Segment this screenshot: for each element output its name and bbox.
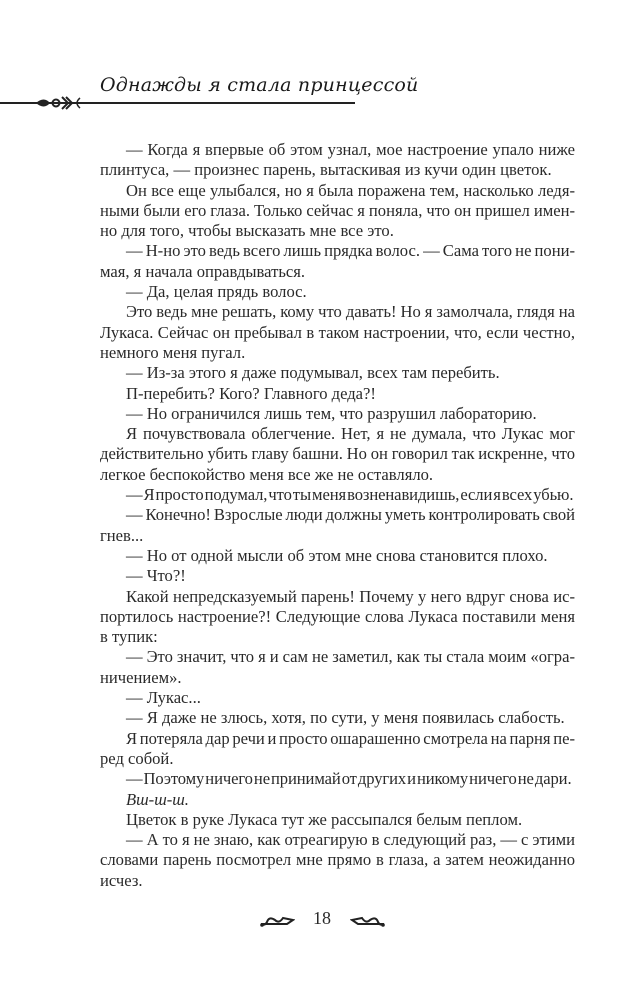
paragraph: [100, 404, 575, 424]
text-line: гнев...: [100, 525, 144, 545]
running-header: [0, 52, 419, 112]
text-line: — Лукас...: [126, 688, 201, 708]
paragraph: [100, 302, 575, 363]
text-line: — Из-за этого я даже подумывал, всех там перебить.: [126, 363, 500, 383]
paragraph: [100, 587, 575, 648]
text-line: — Я просто подумал, что ты меня возненавидишь, если я всех убью.: [126, 485, 574, 505]
text-line: Цветок в руке Лукаса тут же рассыпался белым пеплом.: [126, 809, 523, 829]
text-line: ред собой.: [100, 748, 174, 768]
text-line: Лукаса. Сейчас он пребывал в таком настроении, что, если честно,: [100, 322, 575, 342]
text-line: в тупик:: [100, 627, 158, 647]
text-line: — Но ограничился лишь тем, что разрушил лабораторию.: [126, 403, 537, 423]
right-flourish-icon: [350, 912, 386, 928]
text-line: действительно убить главу башни. Но он говорил так искренне, что: [100, 444, 575, 464]
text-line: Какой непредсказуемый парень! Почему у него вдруг снова ис-: [126, 586, 575, 606]
text-line: — Конечно! Взрослые люди должны уметь контролировать свой: [126, 505, 575, 525]
text-line: словами парень посмотрел мне прямо в глаза, а затем неожиданно: [100, 850, 575, 870]
paragraph: [100, 485, 575, 505]
text-line: П-перебить? Кого? Главного деда?!: [126, 383, 376, 403]
text-line: — Н-но это ведь всего лишь прядка волос. — Сама того не пони-: [126, 241, 575, 261]
paragraph: [100, 424, 575, 485]
text-line: Вш-ш-ш.: [126, 789, 189, 809]
text-line: — А то я не знаю, как отреагирую в следующий раз, — с этими: [126, 830, 575, 850]
text-line: Это ведь мне решать, кому что давать! Но я замолчала, глядя на: [126, 302, 575, 322]
left-flourish-icon: [259, 912, 295, 928]
paragraph: [100, 566, 575, 586]
running-title: Однажды я стала принцессой: [100, 74, 419, 96]
text-line: немного меня пугал.: [100, 342, 246, 362]
text-line: легкое беспокойство меня все же не оставляло.: [100, 464, 434, 484]
paragraph: [100, 140, 575, 181]
text-line: ными были его глаза. Только сейчас я поняла, что он пришел имен-: [100, 200, 575, 220]
page-number: 18: [313, 908, 331, 928]
page-footer: [0, 908, 644, 929]
text-line: — Что?!: [126, 566, 186, 586]
paragraph: [100, 708, 575, 728]
paragraph: [100, 384, 575, 404]
text-line: — Я даже не злюсь, хотя, по сути, у меня появилась слабость.: [126, 708, 565, 728]
text-line: исчез.: [100, 870, 143, 890]
body-text: [100, 140, 575, 891]
paragraph: [100, 769, 575, 789]
paragraph: [100, 282, 575, 302]
text-line: ничением».: [100, 667, 182, 687]
text-line: мая, я начала оправдываться.: [100, 261, 306, 281]
text-line: — Но от одной мысли об этом мне снова становится плохо.: [126, 545, 548, 565]
paragraph: [100, 181, 575, 242]
paragraph: [100, 505, 575, 546]
paragraph: [100, 546, 575, 566]
text-line: — Когда я впервые об этом узнал, мое настроение упало ниже: [126, 140, 575, 159]
text-line: — Это значит, что я и сам не заметил, как ты стала моим «огра-: [126, 647, 575, 667]
paragraph: [100, 363, 575, 383]
text-line: плинтуса, — произнес парень, вытаскивая из кучи один цветок.: [100, 160, 552, 180]
text-line: портилось настроение?! Следующие слова Лукаса поставили меня: [100, 606, 575, 626]
paragraph: [100, 729, 575, 770]
paragraph: [100, 647, 575, 688]
paragraph: [100, 810, 575, 830]
text-line: — Да, целая прядь волос.: [126, 282, 307, 302]
flourish-ornament-icon: [34, 92, 84, 114]
text-line: Он все еще улыбался, но я была поражена тем, насколько ледя-: [126, 180, 575, 200]
paragraph: [100, 241, 575, 282]
paragraph: [100, 790, 575, 810]
text-line: но для того, чтобы высказать мне все это.: [100, 221, 394, 241]
text-line: — Поэтому ничего не принимай от других и никому ничего не дари.: [126, 769, 572, 789]
paragraph: [100, 830, 575, 891]
text-line: Я почувствовала облегчение. Нет, я не думала, что Лукас мог: [126, 424, 575, 444]
text-line: Я потеряла дар речи и просто ошарашенно смотрела на парня пе-: [126, 728, 575, 748]
paragraph: [100, 688, 575, 708]
